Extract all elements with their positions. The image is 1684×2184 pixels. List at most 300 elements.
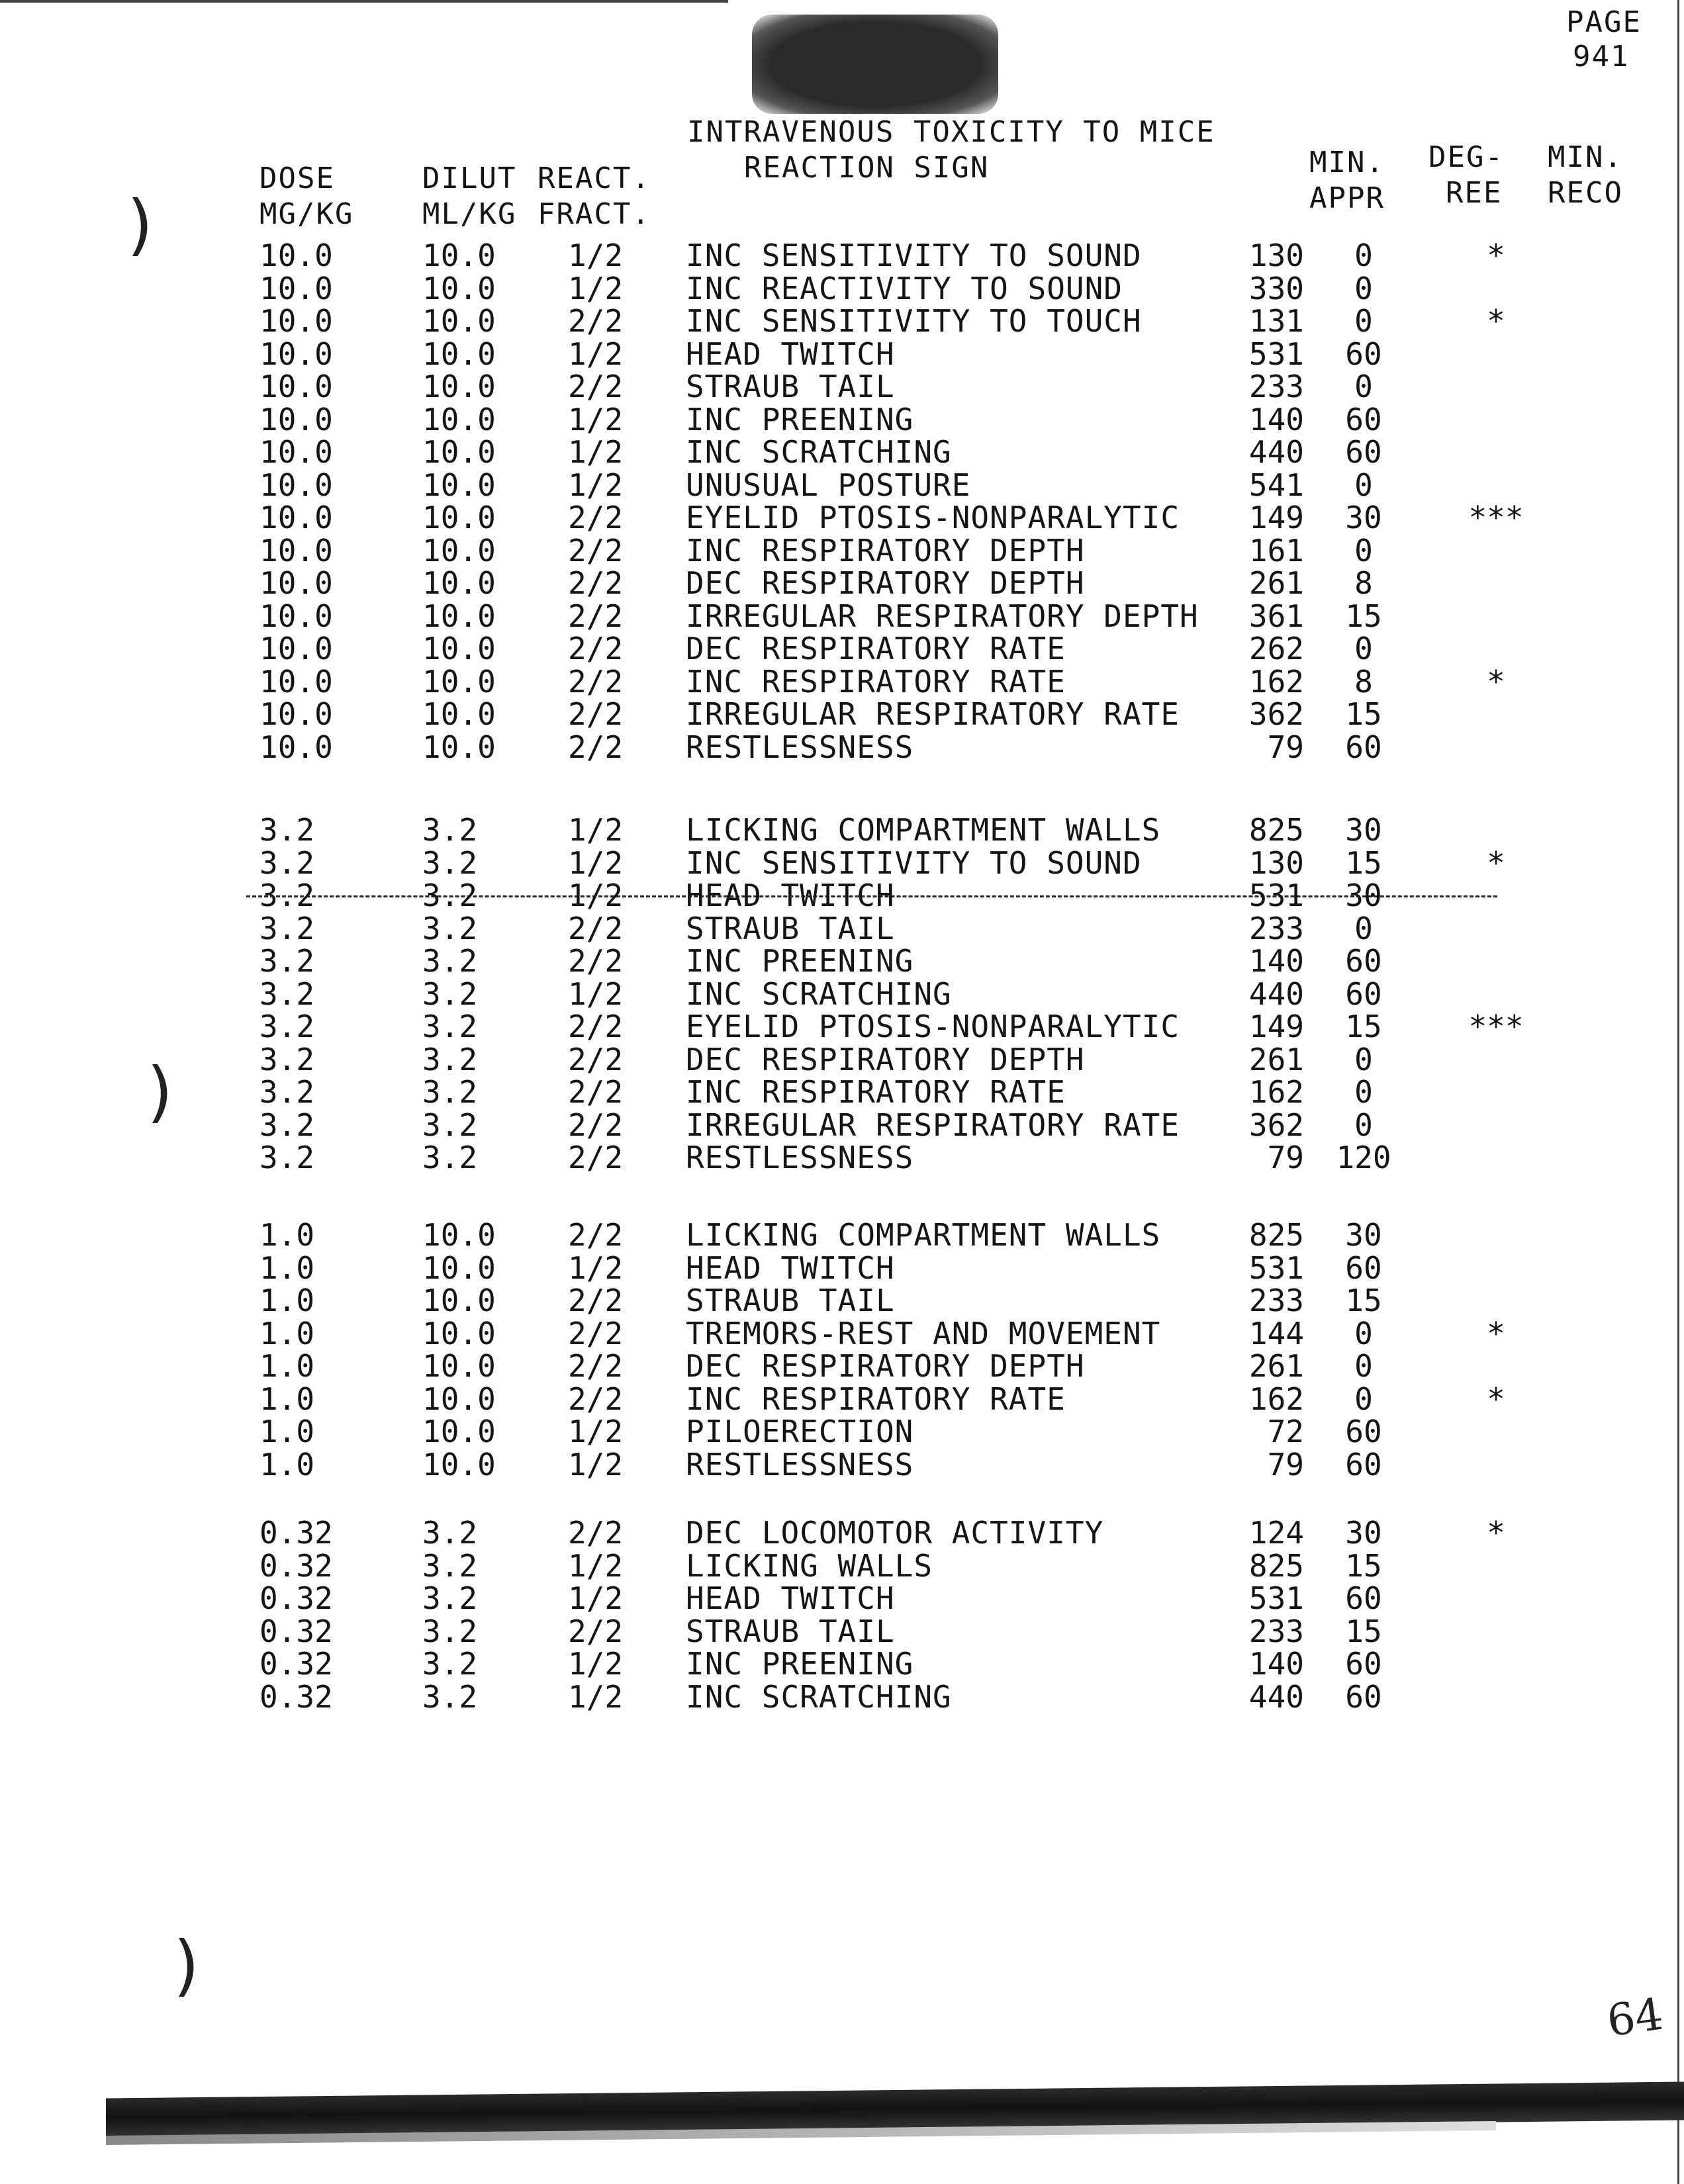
reaction-sign-cell: HEAD TWITCH bbox=[686, 336, 895, 372]
reaction-sign-cell: IRREGULAR RESPIRATORY RATE bbox=[686, 696, 1180, 732]
sign-code-cell: 130 bbox=[1248, 238, 1304, 273]
minutes-appear-cell: 60 bbox=[1345, 401, 1382, 437]
reaction-fraction-cell: 1/2 bbox=[568, 467, 624, 503]
sign-code-cell: 130 bbox=[1248, 844, 1304, 881]
minutes-appear-cell: 0 bbox=[1354, 532, 1373, 569]
sign-code-cell: 825 bbox=[1248, 1217, 1304, 1253]
reaction-fraction-cell: 1/2 bbox=[568, 1580, 624, 1616]
dose-cell: 10.0 bbox=[259, 631, 333, 666]
table-row bbox=[0, 1316, 1684, 1351]
minutes-appear-cell: 60 bbox=[1345, 1580, 1382, 1616]
dose-cell: 1.0 bbox=[259, 1348, 315, 1384]
dilution-cell: 3.2 bbox=[422, 1515, 478, 1551]
table-row bbox=[0, 813, 1684, 847]
reaction-sign-cell: RESTLESSNESS bbox=[686, 729, 914, 765]
reaction-sign-cell: DEC RESPIRATORY RATE bbox=[686, 631, 1066, 666]
dilution-cell: 3.2 bbox=[422, 844, 478, 881]
minutes-appear-cell: 15 bbox=[1345, 844, 1382, 881]
sign-code-cell: 140 bbox=[1248, 943, 1304, 979]
minutes-appear-cell: 30 bbox=[1345, 500, 1382, 535]
dilution-cell: 10.0 bbox=[422, 303, 496, 339]
sign-code-cell: 531 bbox=[1248, 1580, 1304, 1616]
sign-code-cell: 124 bbox=[1248, 1515, 1304, 1551]
table-row bbox=[0, 1447, 1684, 1482]
column-header-degree-1: DEG- bbox=[1428, 140, 1504, 174]
reaction-sign-cell: INC RESPIRATORY DEPTH bbox=[686, 532, 1085, 569]
sign-code-cell: 79 bbox=[1267, 729, 1304, 765]
table-row bbox=[0, 566, 1684, 600]
reaction-fraction-cell: 2/2 bbox=[568, 1009, 624, 1044]
sign-code-cell: 233 bbox=[1248, 1283, 1304, 1318]
dose-cell: 10.0 bbox=[259, 369, 333, 404]
minutes-appear-cell: 0 bbox=[1354, 1381, 1373, 1417]
dose-cell: 3.2 bbox=[259, 1074, 315, 1110]
reaction-fraction-cell: 1/2 bbox=[568, 238, 624, 273]
dose-cell: 3.2 bbox=[259, 1140, 315, 1175]
dose-cell: 10.0 bbox=[259, 467, 333, 503]
table-row bbox=[0, 599, 1684, 633]
dilution-cell: 3.2 bbox=[422, 1580, 478, 1616]
reaction-fraction-cell: 1/2 bbox=[568, 1646, 624, 1682]
reaction-sign-cell: INC SENSITIVITY TO SOUND bbox=[686, 238, 1142, 273]
reaction-fraction-cell: 2/2 bbox=[568, 631, 624, 666]
dilution-cell: 3.2 bbox=[422, 1009, 478, 1044]
reaction-fraction-cell: 1/2 bbox=[568, 812, 624, 848]
minutes-appear-cell: 60 bbox=[1345, 1250, 1382, 1286]
dilution-cell: 3.2 bbox=[422, 943, 478, 979]
reaction-sign-cell: INC SENSITIVITY TO TOUCH bbox=[686, 303, 1142, 339]
table-row bbox=[0, 1140, 1684, 1175]
reaction-fraction-cell: 1/2 bbox=[568, 270, 624, 306]
dose-cell: 1.0 bbox=[259, 1283, 315, 1318]
column-header-dilut-1: DILUT bbox=[422, 161, 517, 195]
sign-code-cell: 440 bbox=[1248, 434, 1304, 470]
reaction-sign-cell: INC RESPIRATORY RATE bbox=[686, 1381, 1066, 1417]
reaction-sign-cell: DEC RESPIRATORY DEPTH bbox=[686, 1041, 1085, 1077]
reaction-fraction-cell: 2/2 bbox=[568, 1107, 624, 1143]
reaction-fraction-cell: 1/2 bbox=[568, 1446, 624, 1482]
dilution-cell: 3.2 bbox=[422, 1646, 478, 1682]
dilution-cell: 10.0 bbox=[422, 270, 496, 306]
reaction-fraction-cell: 1/2 bbox=[568, 1250, 624, 1286]
binder-hole-mark: ) bbox=[173, 1927, 200, 2004]
reaction-sign-cell: INC RESPIRATORY RATE bbox=[686, 1074, 1066, 1110]
dose-cell: 3.2 bbox=[259, 910, 315, 946]
binder-hole-mark: ) bbox=[127, 186, 154, 263]
reaction-fraction-cell: 2/2 bbox=[568, 1140, 624, 1175]
reaction-sign-cell: INC RESPIRATORY RATE bbox=[686, 663, 1066, 700]
dose-cell: 10.0 bbox=[259, 434, 333, 470]
minutes-appear-cell: 0 bbox=[1354, 1315, 1373, 1351]
reaction-fraction-cell: 2/2 bbox=[568, 1283, 624, 1318]
dilution-cell: 3.2 bbox=[422, 910, 478, 946]
table-row bbox=[0, 664, 1684, 699]
table-row bbox=[0, 878, 1684, 913]
minutes-appear-cell: 60 bbox=[1345, 729, 1382, 765]
sign-code-cell: 531 bbox=[1248, 1250, 1304, 1286]
table-row bbox=[0, 1218, 1684, 1252]
reaction-fraction-cell: 1/2 bbox=[568, 336, 624, 372]
dose-cell: 0.32 bbox=[259, 1547, 333, 1584]
reaction-fraction-cell: 2/2 bbox=[568, 1381, 624, 1417]
reaction-sign-cell: INC SCRATCHING bbox=[686, 1678, 952, 1715]
minutes-appear-cell: 60 bbox=[1345, 1646, 1382, 1682]
sign-code-cell: 161 bbox=[1248, 532, 1304, 569]
reaction-fraction-cell: 2/2 bbox=[568, 729, 624, 765]
dilution-cell: 10.0 bbox=[422, 1283, 496, 1318]
minutes-appear-cell: 60 bbox=[1345, 943, 1382, 979]
reaction-sign-cell: EYELID PTOSIS-NONPARALYTIC bbox=[686, 1009, 1180, 1044]
table-row bbox=[0, 304, 1684, 338]
column-header-dose-2: MG/KG bbox=[259, 197, 354, 231]
table-row bbox=[0, 337, 1684, 371]
page-top-edge bbox=[0, 0, 728, 3]
dilution-cell: 10.0 bbox=[422, 1250, 496, 1286]
dose-cell: 0.32 bbox=[259, 1580, 333, 1616]
dilution-cell: 10.0 bbox=[422, 238, 496, 273]
degree-cell: * bbox=[1487, 844, 1505, 881]
reaction-sign-cell: INC SENSITIVITY TO SOUND bbox=[686, 844, 1142, 881]
minutes-appear-cell: 15 bbox=[1345, 598, 1382, 634]
dilution-cell: 10.0 bbox=[422, 1446, 496, 1482]
table-row bbox=[0, 1680, 1684, 1714]
reaction-fraction-cell: 2/2 bbox=[568, 1515, 624, 1551]
dilution-cell: 3.2 bbox=[422, 878, 478, 913]
table-row bbox=[0, 1614, 1684, 1649]
minutes-appear-cell: 0 bbox=[1354, 270, 1373, 306]
table-row bbox=[0, 468, 1684, 502]
column-header-min-reco-2: RECO bbox=[1548, 176, 1623, 210]
sign-code-cell: 440 bbox=[1248, 976, 1304, 1012]
reaction-sign-cell: INC PREENING bbox=[686, 943, 914, 979]
sign-code-cell: 162 bbox=[1248, 1381, 1304, 1417]
reaction-sign-cell: INC SCRATCHING bbox=[686, 434, 952, 470]
minutes-appear-cell: 8 bbox=[1354, 565, 1373, 601]
column-header-min-reco-1: MIN. bbox=[1548, 140, 1623, 174]
dose-cell: 3.2 bbox=[259, 1107, 315, 1143]
reaction-fraction-cell: 2/2 bbox=[568, 1348, 624, 1384]
minutes-appear-cell: 0 bbox=[1354, 238, 1373, 273]
table-row bbox=[0, 697, 1684, 731]
reaction-sign-cell: INC PREENING bbox=[686, 1646, 914, 1682]
reaction-sign-cell: DEC RESPIRATORY DEPTH bbox=[686, 565, 1085, 601]
dilution-cell: 10.0 bbox=[422, 336, 496, 372]
sign-code-cell: 144 bbox=[1248, 1315, 1304, 1351]
dose-cell: 3.2 bbox=[259, 844, 315, 881]
minutes-appear-cell: 30 bbox=[1345, 812, 1382, 848]
table-row bbox=[0, 271, 1684, 306]
sign-code-cell: 233 bbox=[1248, 369, 1304, 404]
sign-code-cell: 162 bbox=[1248, 663, 1304, 700]
dose-cell: 1.0 bbox=[259, 1381, 315, 1417]
dose-cell: 3.2 bbox=[259, 943, 315, 979]
minutes-appear-cell: 15 bbox=[1345, 1613, 1382, 1649]
table-row bbox=[0, 730, 1684, 764]
dilution-cell: 3.2 bbox=[422, 812, 478, 848]
minutes-appear-cell: 0 bbox=[1354, 1348, 1373, 1384]
reaction-fraction-cell: 2/2 bbox=[568, 1217, 624, 1253]
reaction-fraction-cell: 1/2 bbox=[568, 401, 624, 437]
reaction-sign-cell: TREMORS-REST AND MOVEMENT bbox=[686, 1315, 1161, 1351]
reaction-fraction-cell: 1/2 bbox=[568, 1414, 624, 1449]
sign-code-cell: 261 bbox=[1248, 1348, 1304, 1384]
sign-code-cell: 362 bbox=[1248, 1107, 1304, 1143]
table-row bbox=[0, 1516, 1684, 1550]
minutes-appear-cell: 0 bbox=[1354, 910, 1373, 946]
reaction-fraction-cell: 2/2 bbox=[568, 598, 624, 634]
table-row bbox=[0, 944, 1684, 978]
reaction-fraction-cell: 2/2 bbox=[568, 303, 624, 339]
dilution-cell: 10.0 bbox=[422, 1381, 496, 1417]
reaction-sign-cell: STRAUB TAIL bbox=[686, 1283, 895, 1318]
dilution-cell: 3.2 bbox=[422, 1107, 478, 1143]
column-header-sign: REACTION SIGN bbox=[744, 151, 990, 185]
reaction-fraction-cell: 2/2 bbox=[568, 943, 624, 979]
minutes-appear-cell: 60 bbox=[1345, 434, 1382, 470]
sign-code-cell: 262 bbox=[1248, 631, 1304, 666]
column-header-fract-2: FRACT. bbox=[538, 197, 651, 231]
redaction-blot bbox=[752, 15, 998, 114]
reaction-sign-cell: INC REACTIVITY TO SOUND bbox=[686, 270, 1123, 306]
minutes-appear-cell: 0 bbox=[1354, 1074, 1373, 1110]
minutes-appear-cell: 60 bbox=[1345, 1678, 1382, 1715]
sign-code-cell: 131 bbox=[1248, 303, 1304, 339]
table-row bbox=[0, 977, 1684, 1011]
dose-cell: 0.32 bbox=[259, 1613, 333, 1649]
reaction-sign-cell: LICKING WALLS bbox=[686, 1547, 933, 1584]
dose-cell: 3.2 bbox=[259, 1041, 315, 1077]
table-row bbox=[0, 1042, 1684, 1077]
reaction-fraction-cell: 2/2 bbox=[568, 369, 624, 404]
dilution-cell: 10.0 bbox=[422, 1315, 496, 1351]
minutes-appear-cell: 30 bbox=[1345, 1217, 1382, 1253]
dilution-cell: 10.0 bbox=[422, 369, 496, 404]
minutes-appear-cell: 120 bbox=[1336, 1140, 1391, 1175]
minutes-appear-cell: 15 bbox=[1345, 696, 1382, 732]
reaction-fraction-cell: 1/2 bbox=[568, 976, 624, 1012]
minutes-appear-cell: 8 bbox=[1354, 663, 1373, 700]
reaction-fraction-cell: 1/2 bbox=[568, 878, 624, 913]
sign-code-cell: 541 bbox=[1248, 467, 1304, 503]
reaction-fraction-cell: 2/2 bbox=[568, 500, 624, 535]
degree-cell: * bbox=[1487, 1515, 1505, 1551]
sign-code-cell: 825 bbox=[1248, 812, 1304, 848]
reaction-sign-cell: IRREGULAR RESPIRATORY RATE bbox=[686, 1107, 1180, 1143]
dilution-cell: 3.2 bbox=[422, 976, 478, 1012]
degree-cell: * bbox=[1487, 663, 1505, 700]
reaction-sign-cell: LICKING COMPARTMENT WALLS bbox=[686, 1217, 1161, 1253]
dose-cell: 10.0 bbox=[259, 238, 333, 273]
page-label: PAGE bbox=[1566, 5, 1642, 39]
table-row bbox=[0, 1414, 1684, 1449]
dilution-cell: 10.0 bbox=[422, 434, 496, 470]
sign-code-cell: 531 bbox=[1248, 336, 1304, 372]
reaction-fraction-cell: 2/2 bbox=[568, 910, 624, 946]
sign-code-cell: 140 bbox=[1248, 1646, 1304, 1682]
dose-cell: 10.0 bbox=[259, 500, 333, 535]
reaction-sign-cell: STRAUB TAIL bbox=[686, 1613, 895, 1649]
dilution-cell: 10.0 bbox=[422, 401, 496, 437]
dose-cell: 0.32 bbox=[259, 1646, 333, 1682]
sign-code-cell: 149 bbox=[1248, 1009, 1304, 1044]
sign-code-cell: 162 bbox=[1248, 1074, 1304, 1110]
minutes-appear-cell: 60 bbox=[1345, 1414, 1382, 1449]
sign-code-cell: 531 bbox=[1248, 878, 1304, 913]
dose-cell: 10.0 bbox=[259, 729, 333, 765]
reaction-sign-cell: STRAUB TAIL bbox=[686, 369, 895, 404]
table-row bbox=[0, 1283, 1684, 1318]
reaction-sign-cell: RESTLESSNESS bbox=[686, 1446, 914, 1482]
reaction-fraction-cell: 2/2 bbox=[568, 565, 624, 601]
dose-cell: 1.0 bbox=[259, 1250, 315, 1286]
dilution-cell: 3.2 bbox=[422, 1547, 478, 1584]
dose-cell: 10.0 bbox=[259, 401, 333, 437]
dose-cell: 1.0 bbox=[259, 1446, 315, 1482]
column-header-dose-1: DOSE bbox=[259, 161, 335, 195]
dose-cell: 1.0 bbox=[259, 1217, 315, 1253]
sign-code-cell: 79 bbox=[1267, 1446, 1304, 1482]
dose-cell: 0.32 bbox=[259, 1678, 333, 1715]
column-header-degree-2: REE bbox=[1446, 176, 1503, 210]
dose-cell: 10.0 bbox=[259, 270, 333, 306]
sign-code-cell: 140 bbox=[1248, 401, 1304, 437]
column-header-dilut-2: ML/KG bbox=[422, 197, 517, 231]
degree-cell: * bbox=[1487, 1315, 1505, 1351]
dilution-cell: 3.2 bbox=[422, 1613, 478, 1649]
minutes-appear-cell: 0 bbox=[1354, 1041, 1373, 1077]
table-row bbox=[0, 238, 1684, 273]
sign-code-cell: 79 bbox=[1267, 1140, 1304, 1175]
dose-cell: 1.0 bbox=[259, 1414, 315, 1449]
page-title: INTRAVENOUS TOXICITY TO MICE bbox=[687, 115, 1215, 149]
reaction-fraction-cell: 2/2 bbox=[568, 1074, 624, 1110]
dilution-cell: 3.2 bbox=[422, 1140, 478, 1175]
sign-code-cell: 261 bbox=[1248, 1041, 1304, 1077]
column-header-min-appr-2: APPR bbox=[1309, 181, 1385, 215]
dilution-cell: 10.0 bbox=[422, 1348, 496, 1384]
reaction-fraction-cell: 2/2 bbox=[568, 1041, 624, 1077]
reaction-sign-cell: HEAD TWITCH bbox=[686, 1250, 895, 1286]
table-row bbox=[0, 1075, 1684, 1109]
reaction-fraction-cell: 2/2 bbox=[568, 532, 624, 569]
column-header-min-appr-1: MIN. bbox=[1309, 146, 1385, 179]
minutes-appear-cell: 30 bbox=[1345, 878, 1382, 913]
table-row bbox=[0, 435, 1684, 469]
reaction-fraction-cell: 1/2 bbox=[568, 1678, 624, 1715]
reaction-sign-cell: PILOERECTION bbox=[686, 1414, 914, 1449]
table-row bbox=[0, 631, 1684, 666]
handwritten-page-mark: 64 bbox=[1604, 1988, 1666, 2047]
minutes-appear-cell: 60 bbox=[1345, 1446, 1382, 1482]
sign-code-cell: 825 bbox=[1248, 1547, 1304, 1584]
sign-code-cell: 261 bbox=[1248, 565, 1304, 601]
dose-cell: 1.0 bbox=[259, 1315, 315, 1351]
dilution-cell: 10.0 bbox=[422, 532, 496, 569]
reaction-sign-cell: IRREGULAR RESPIRATORY DEPTH bbox=[686, 598, 1199, 634]
dose-cell: 10.0 bbox=[259, 598, 333, 634]
reaction-sign-cell: STRAUB TAIL bbox=[686, 910, 895, 946]
dilution-cell: 10.0 bbox=[422, 1217, 496, 1253]
dilution-cell: 10.0 bbox=[422, 500, 496, 535]
table-row bbox=[0, 402, 1684, 437]
minutes-appear-cell: 0 bbox=[1354, 467, 1373, 503]
table-row bbox=[0, 1382, 1684, 1416]
minutes-appear-cell: 60 bbox=[1345, 976, 1382, 1012]
table-row bbox=[0, 1108, 1684, 1142]
dilution-cell: 10.0 bbox=[422, 565, 496, 601]
dose-cell: 3.2 bbox=[259, 1009, 315, 1044]
minutes-appear-cell: 60 bbox=[1345, 336, 1382, 372]
reaction-sign-cell: EYELID PTOSIS-NONPARALYTIC bbox=[686, 500, 1180, 535]
sign-code-cell: 330 bbox=[1248, 270, 1304, 306]
table-row bbox=[0, 1349, 1684, 1383]
table-row bbox=[0, 1581, 1684, 1615]
degree-cell: * bbox=[1487, 238, 1505, 273]
degree-cell: *** bbox=[1468, 500, 1524, 535]
dilution-cell: 10.0 bbox=[422, 1414, 496, 1449]
reaction-fraction-cell: 2/2 bbox=[568, 1613, 624, 1649]
sign-code-cell: 440 bbox=[1248, 1678, 1304, 1715]
table-row bbox=[0, 1251, 1684, 1285]
dilution-cell: 3.2 bbox=[422, 1041, 478, 1077]
dilution-cell: 10.0 bbox=[422, 696, 496, 732]
table-row bbox=[0, 1549, 1684, 1583]
sign-code-cell: 149 bbox=[1248, 500, 1304, 535]
dilution-cell: 10.0 bbox=[422, 467, 496, 503]
sign-code-cell: 233 bbox=[1248, 910, 1304, 946]
minutes-appear-cell: 15 bbox=[1345, 1009, 1382, 1044]
minutes-appear-cell: 0 bbox=[1354, 369, 1373, 404]
dose-cell: 10.0 bbox=[259, 696, 333, 732]
table-row bbox=[0, 500, 1684, 535]
reaction-sign-cell: HEAD TWITCH bbox=[686, 1580, 895, 1616]
dilution-cell: 10.0 bbox=[422, 631, 496, 666]
dose-cell: 3.2 bbox=[259, 812, 315, 848]
reaction-fraction-cell: 1/2 bbox=[568, 434, 624, 470]
reaction-sign-cell: INC SCRATCHING bbox=[686, 976, 952, 1012]
dilution-cell: 3.2 bbox=[422, 1074, 478, 1110]
dose-cell: 10.0 bbox=[259, 336, 333, 372]
column-header-fract-1: REACT. bbox=[538, 161, 651, 195]
sign-code-cell: 362 bbox=[1248, 696, 1304, 732]
sign-code-cell: 233 bbox=[1248, 1613, 1304, 1649]
dilution-cell: 10.0 bbox=[422, 598, 496, 634]
dose-cell: 3.2 bbox=[259, 878, 315, 913]
degree-cell: * bbox=[1487, 303, 1505, 339]
reaction-sign-cell: UNUSUAL POSTURE bbox=[686, 467, 971, 503]
minutes-appear-cell: 15 bbox=[1345, 1547, 1382, 1584]
reaction-fraction-cell: 1/2 bbox=[568, 844, 624, 881]
dose-cell: 10.0 bbox=[259, 663, 333, 700]
minutes-appear-cell: 15 bbox=[1345, 1283, 1382, 1318]
minutes-appear-cell: 0 bbox=[1354, 303, 1373, 339]
dose-cell: 10.0 bbox=[259, 303, 333, 339]
reaction-sign-cell: DEC RESPIRATORY DEPTH bbox=[686, 1348, 1085, 1384]
table-row bbox=[0, 911, 1684, 946]
table-row bbox=[0, 846, 1684, 880]
dose-cell: 0.32 bbox=[259, 1515, 333, 1551]
reaction-fraction-cell: 2/2 bbox=[568, 696, 624, 732]
reaction-sign-cell: LICKING COMPARTMENT WALLS bbox=[686, 812, 1161, 848]
binder-hole-mark: ) bbox=[147, 1053, 173, 1130]
dilution-cell: 10.0 bbox=[422, 663, 496, 700]
degree-cell: * bbox=[1487, 1381, 1505, 1417]
dose-cell: 10.0 bbox=[259, 565, 333, 601]
reaction-fraction-cell: 1/2 bbox=[568, 1547, 624, 1584]
minutes-appear-cell: 0 bbox=[1354, 1107, 1373, 1143]
table-row bbox=[0, 1647, 1684, 1681]
reaction-fraction-cell: 2/2 bbox=[568, 1315, 624, 1351]
